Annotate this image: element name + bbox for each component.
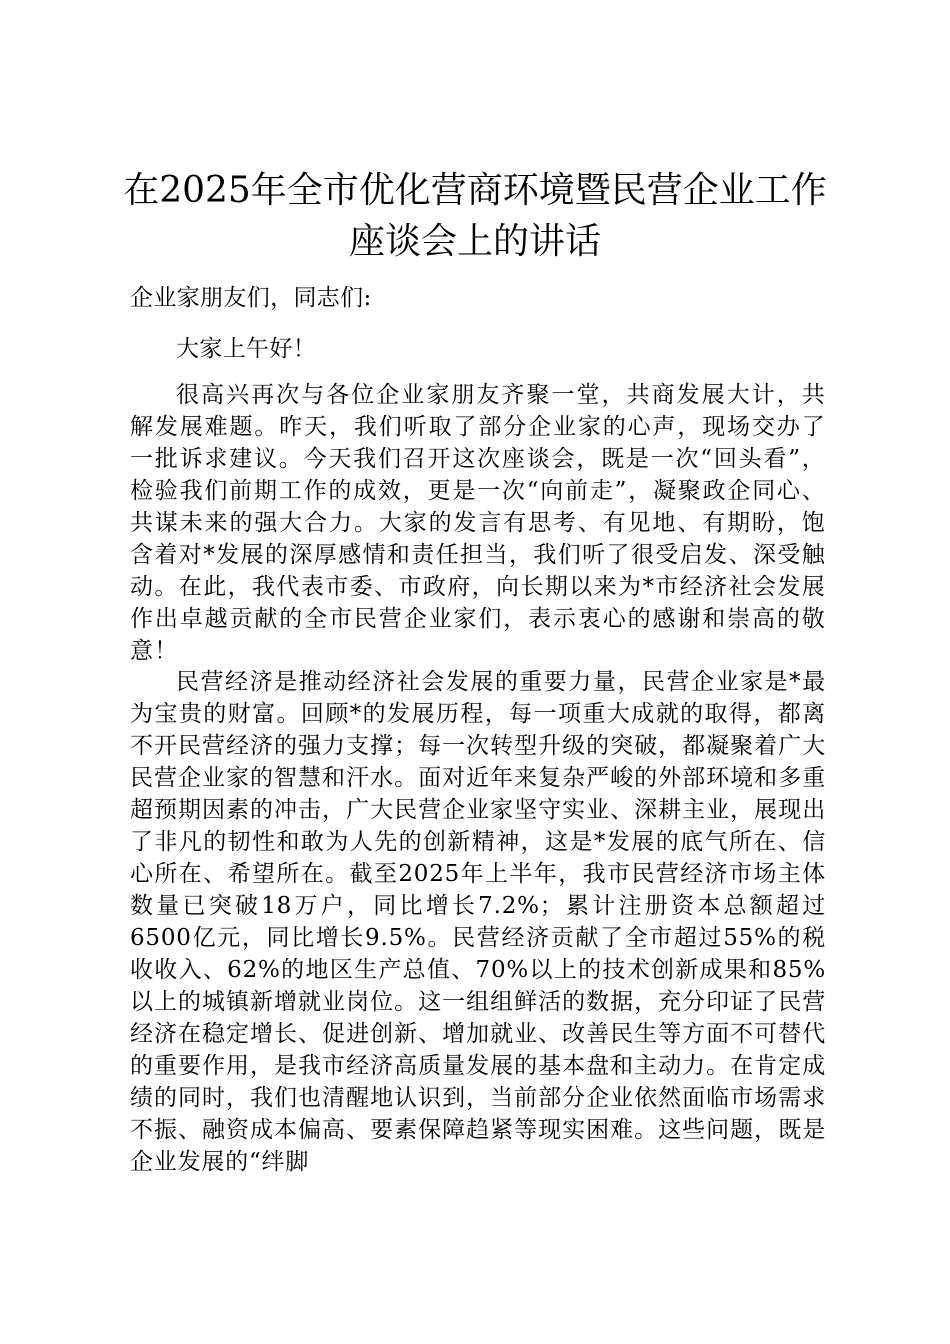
document-title (110, 165, 840, 267)
paragraph-2: 民营经济是推动经济社会发展的重要力量，民营企业家是*最为宝贵的财富。回顾*的发展历程，每一项重大成就的取得，都离不开民营经济的强力支撑；每一次转型升级的突破，都凝聚着广大民营企业家的智慧和汗水。面对近年来复杂严峻的外部环境和多重超预期因素的冲击，广大民营企业家坚守实业、深耕主业，展现出了非凡的韧性和敢为人先的创新精神，这是*发展的底气所在、信心所在、希望所在。截至2025年上半年，我市民营经济市场主体数量已突破18万户，同比增长7.2%；累计注册资本总额超过6500亿元，同比增长9.5%。民营经济贡献了全市超过55%的税收收入、62%的地区生产总值、70%以上的技术创新成果和85%以上的城镇新增就业岗位。这一组组鲜活的数据，充分印证了民营经济在稳定增长、促进创新、增加就业、改善民生等方面不可替代的重要作用，是我市经济高质量发展的基本盘和主动力。在肯定成绩的同时，我们也清醒地认识到，当前部分企业依然面临市场需求不振、融资成本偏高、要素保障趋紧等现实困难。这些问题，既是企业发展的“绊脚 (130, 669, 826, 1175)
salutation: 企业家朋友们，同志们: (130, 285, 372, 311)
paragraph-1: 很高兴再次与各位企业家朋友齐聚一堂，共商发展大计，共解发展难题。昨天，我们听取了部分企业家的心声，现场交办了一批诉求建议。今天我们召开这次座谈会，既是一次“回头看”，检验我们前期工作的成效，更是一次“向前走”，凝聚政企同心、共谋未来的强大合力。大家的发言有思考、有见地、有期盼，饱含着对*发展的深厚感情和责任担当，我们听了很受启发、深受触动。在此，我代表市委、市政府，向长期以来为*市经济社会发展作出卓越贡献的全市民营企业家们，表示衷心的感谢和崇高的敬意！ (130, 382, 826, 664)
title-line-1: 在2025年全市优化营商环境暨民营企业工作 (123, 170, 827, 211)
title-line-2: 座谈会上的讲话 (348, 221, 601, 262)
greeting: 大家上午好！ (176, 336, 317, 362)
